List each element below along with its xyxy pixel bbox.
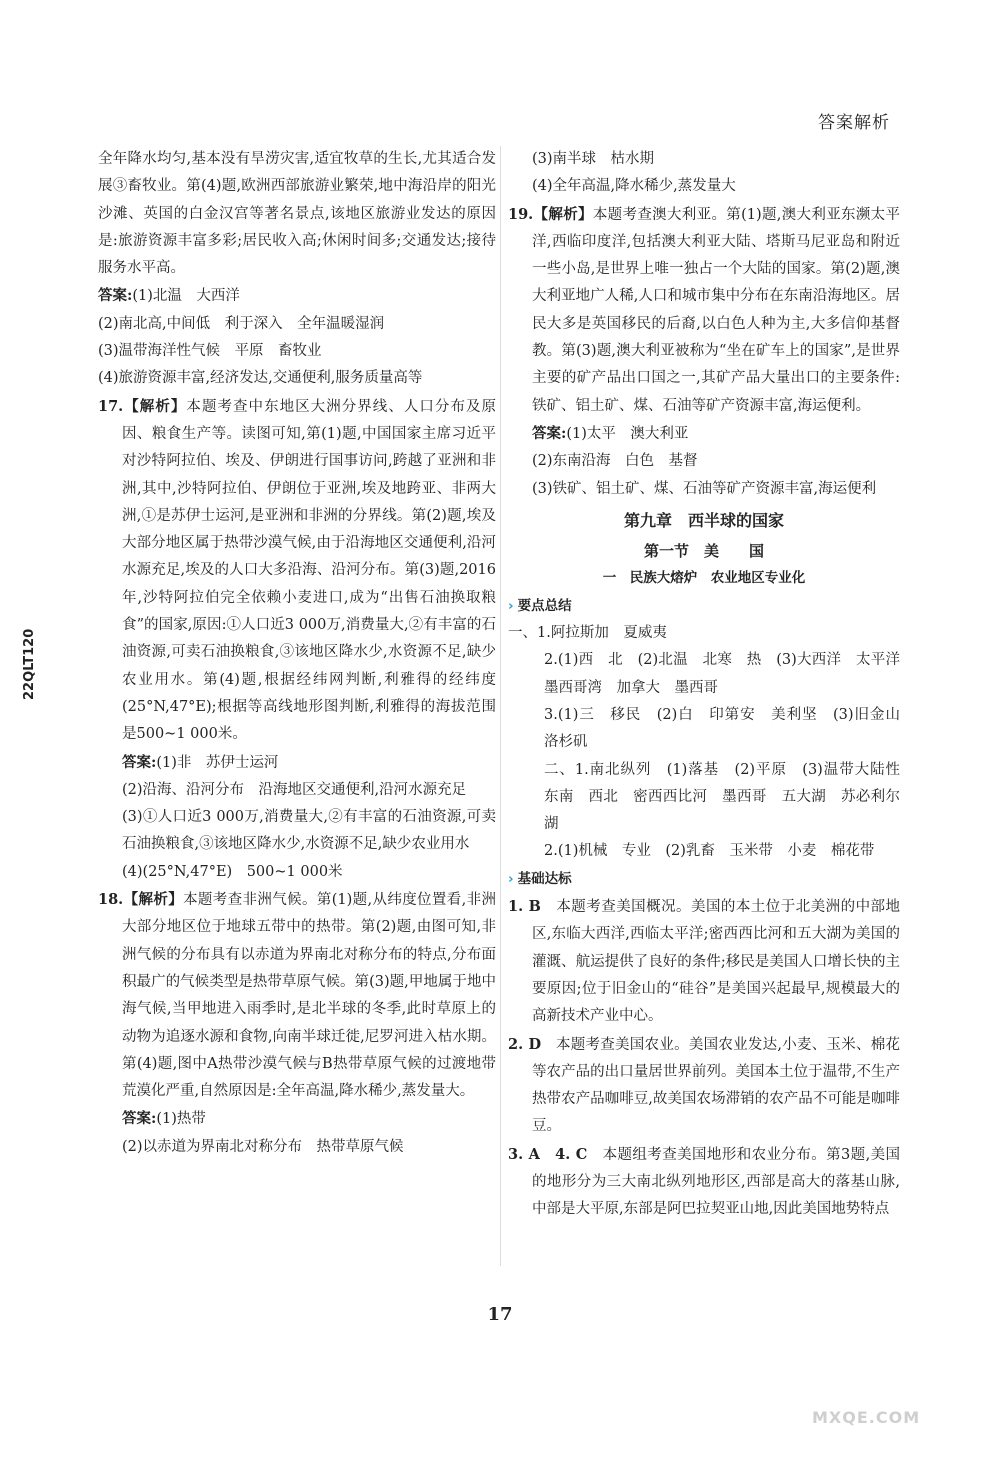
summary-heading [508,593,900,620]
answer-text: (1)热带 [156,1111,206,1128]
question-answer: 2. D [508,1035,542,1053]
column-divider [500,146,501,1266]
question-number: 19. [508,205,534,223]
chevron-right-icon: › [508,870,514,887]
analysis-text: 本题考查澳大利亚。第(1)题,澳大利亚东濒太平洋,西临印度洋,包括澳大利亚大陆、塔斯马尼亚岛和附近一些小岛,是世界上唯一独占一个大陆的国家。第(2)题,澳大利亚地广人稀,人口和城市集中分布在东南沿海地区。居民大多是英国移民的后裔,以白色人种为主,大多信仰基督教。第(3)题,澳大利亚被称为“坐在矿车上的国家”,是世界主要的矿产品出口国之一,其矿产品大量出口的主要条件:铁矿、铝土矿、煤、石油等矿产资源丰富,海运便利。 [532,206,900,414]
analysis-tag: 【解析】 [123,397,187,415]
question-number: 17. [98,397,124,415]
answer-label: 答案: [122,1110,157,1128]
side-code: 22QLT120 [22,628,37,700]
answer-text: (1)太平 澳大利亚 [566,425,689,442]
analysis-text: 本题考查中东地区大洲分界线、人口分布及原因、粮食生产等。读图可知,第(1)题,中国国家主席习近平对沙特阿拉伯、埃及、伊朗进行国事访问,跨越了亚洲和非洲,其中,沙特阿拉伯、伊朗位于亚洲,埃及地跨亚、非两大洲,①是苏伊士运河,是亚洲和非洲的分界线。第(2)题,埃及大部分地区属于热带沙漠气候,由于沿海地区交通便利,沿河水源充足,埃及的人口大多沿海、沿河分布。第(3)题,2016年,沙特阿拉伯完全依赖小麦进口,成为“出售石油换取粮食”的国家,原因:①人口近3 000万,消费量大,②有丰富的石油资源,可卖石油换粮食,③该地区降水少,水资源不足,缺少农业用水。第(4)题,根据经纬网判断,利雅得的经纬度(25°N,47°E);根据等高线地形图判断,利雅得的海拔范围是500~1 000米。 [122,398,497,743]
q17-answer-3: (3)①人口近3 000万,消费量大,②有丰富的石油资源,可卖石油换粮食,③该地区降水少,水资源不足,缺少农业用水 [122,809,496,853]
answer-text: (1)北温 大西洋 [132,288,240,305]
q17-answer-1 [98,749,496,777]
subsection-title: 一 民族大熔炉 农业地区专业化 [602,570,806,587]
left-column [98,146,496,1161]
q16-answer-3: (3)温带海洋性气候 平原 畜牧业 [98,343,322,360]
basic-label: 基础达标 [517,870,572,887]
basic-item-3 [508,1141,900,1224]
summary-item-5: 2.(1)机械 专业 (2)乳畜 玉米带 小麦 棉花带 [544,843,875,860]
summary-item-3: 3.(1)三 移民 (2)白 印第安 美利坚 (3)旧金山 洛杉矶 [544,706,915,751]
q19-answer-1 [508,420,900,448]
q16-answer-4: (4)旅游资源丰富,经济发达,交通便利,服务质量高等 [98,370,423,387]
basic-heading [508,866,900,893]
q16-answer-2: (2)南北高,中间低 利于深入 全年温暖湿润 [98,315,385,332]
header-title: 答案解析 [818,113,890,133]
q19-answer-3: (3)铁矿、铝土矿、煤、石油等矿产资源丰富,海运便利 [532,480,877,497]
right-column [508,146,915,1224]
summary-label: 要点总结 [517,597,572,614]
q18-answer-1 [98,1105,496,1133]
q16-analysis-continued: 全年降水均匀,基本没有旱涝灾害,适宜牧草的生长,尤其适合发展③畜牧业。第(4)题,欧洲西部旅游业繁荣,地中海沿岸的阳光沙滩、英国的白金汉宫等著名景点,该地区旅游业发达的原因是:旅游资源丰富多彩;居民收入高;休闲时间多;交通发达;接待服务水平高。 [98,151,496,277]
q17-analysis [98,393,496,749]
q17-answer-4: (4)(25°N,47°E) 500~1 000米 [122,863,343,880]
q19-answer-2: (2)东南沿海 白色 基督 [532,453,698,470]
explanation-text: 本题考查美国农业。美国农业发达,小麦、玉米、棉花等农产品的出口量居世界前列。美国本土位于温带,不生产热带农产品咖啡豆,故美国农场滞销的农产品不可能是咖啡豆。 [532,1036,900,1135]
summary-item-1: 一、1.阿拉斯加 夏威夷 [508,625,667,642]
page-number: 17 [487,1304,513,1325]
answer-label: 答案: [122,753,157,771]
basic-item-1 [508,893,900,1030]
explanation-text: 本题考查美国概况。美国的本土位于北美洲的中部地区,东临大西洋,西临太平洋;密西西比河和五大湖为美国的灌溉、航运提供了良好的条件;移民是美国人口增长快的主要原因;位于旧金山的“硅谷”是美国兴起最早,规模最大的高新技术产业中心。 [532,899,901,1025]
answer-label: 答案: [98,287,133,305]
q18-answer-3: (3)南半球 枯水期 [532,151,655,167]
answer-label: 答案: [532,424,567,442]
question-answer: 1. B [508,898,541,916]
q19-analysis [508,201,900,420]
watermark: MXQE.COM [812,1408,921,1427]
analysis-tag: 【解析】 [123,891,184,909]
summary-item-2: 2.(1)西 北 (2)北温 北寒 热 (3)大西洋 太平洋 墨西哥湾 加拿大 墨西哥 [544,652,915,696]
chapter-title: 第九章 西半球的国家 [623,510,784,530]
analysis-tag: 【解析】 [533,205,593,223]
question-answer: 3. A 4. C [508,1145,588,1163]
q18-answer-4: (4)全年高温,降水稀少,蒸发量大 [532,178,736,195]
analysis-text: 本题考查非洲气候。第(1)题,从纬度位置看,非洲大部分地区位于地球五带中的热带。第(2)题,由图可知,非洲气候的分布具有以赤道为界南北对称分布的特点,分布面积最广的气候类型是热带草原气候。第(3)题,甲地属于地中海气候,当甲地进入雨季时,是北半球的冬季,此时草原上的动物为追逐水源和食物,向南半球迁徙,尼罗河进入枯水期。第(4)题,图中A热带沙漠气候与B热带草原气候的过渡地带荒漠化严重,自然原因是:全年高温,降水稀少,蒸发量大。 [122,892,496,1100]
question-number: 18. [98,891,124,909]
chevron-right-icon: › [508,597,514,614]
q18-analysis [98,886,496,1105]
q18-answer-2: (2)以赤道为界南北对称分布 热带草原气候 [122,1138,404,1155]
summary-item-4: 二、1.南北纵列 (1)落基 (2)平原 (3)温带大陆性 东南 西北 密西西比河 墨西哥 五大湖 苏必利尔湖 [544,761,915,833]
q16-answer-1 [98,282,496,310]
basic-item-2 [508,1031,900,1141]
section-title: 第一节 美 国 [643,542,764,561]
explanation-text: 本题组考查美国地形和农业分布。第3题,美国的地形分为三大南北纵列地形区,西部是高大的落基山脉,中部是大平原,东部是阿巴拉契亚山地,因此美国地势特点 [532,1146,900,1218]
answer-text: (1)非 苏伊士运河 [156,754,279,771]
q17-answer-2: (2)沿海、沿河分布 沿海地区交通便利,沿河水源充足 [122,781,467,798]
